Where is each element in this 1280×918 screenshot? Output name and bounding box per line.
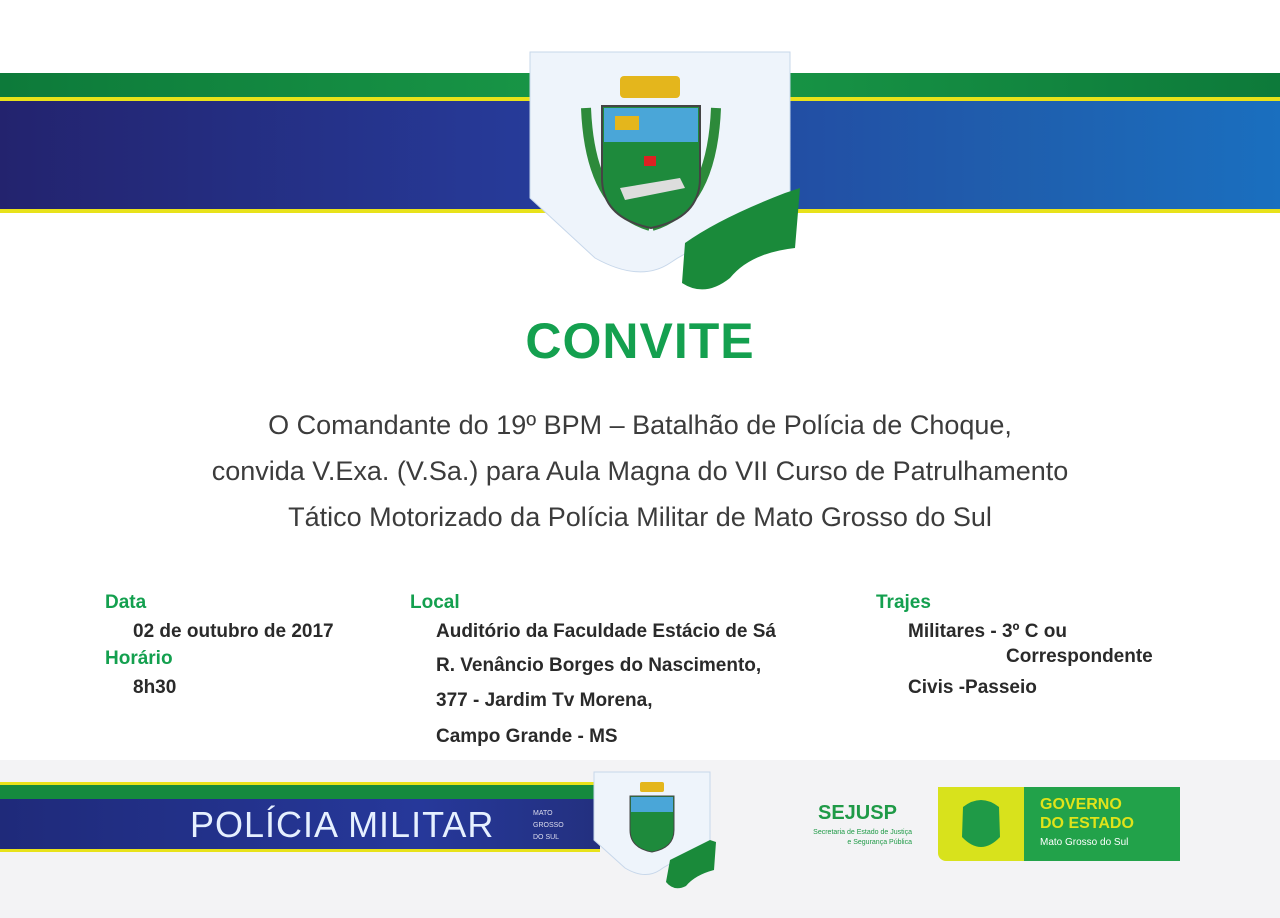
message-line: O Comandante do 19º BPM – Batalhão de Polícia de Choque, [268, 410, 1012, 440]
location-line: R. Venâncio Borges do Nascimento, [436, 655, 762, 676]
attire-label: Trajes [876, 592, 931, 613]
date-label: Data [105, 592, 147, 613]
location-line: Campo Grande - MS [436, 726, 618, 747]
brand-subtitle: MATO GROSSO DO SUL [533, 810, 564, 841]
attire-line: Correspondente [1006, 646, 1153, 667]
footer [0, 760, 1280, 918]
governo-logo: GOVERNO DO ESTADO Mato Grosso do Sul [938, 787, 1180, 861]
policia-militar-brand: POLÍCIA MILITAR [190, 804, 495, 845]
attire-line: Militares - 3º C ou [908, 621, 1067, 642]
sejusp-subtitle: Secretaria de Estado de Justiça e Segurança Pública [813, 829, 912, 846]
pmms-crest-icon [520, 48, 810, 298]
message-line: convida V.Exa. (V.Sa.) para Aula Magna do VII Curso de Patrulhamento [211, 456, 1069, 486]
location-label: Local [410, 592, 460, 613]
attire-line: Civis -Passeio [908, 677, 1037, 698]
invitation-title: CONVITE [525, 313, 755, 369]
state-emblem-icon [938, 787, 1024, 861]
location-line: 377 - Jardim Tv Morena, [436, 690, 653, 711]
time-label: Horário [105, 648, 173, 669]
message-line: Tático Motorizado da Polícia Militar de Mato Grosso do Sul [288, 502, 992, 532]
date-value: 02 de outubro de 2017 [133, 621, 334, 642]
pmms-crest-small-icon [590, 770, 720, 892]
sejusp-logo: SEJUSP [818, 802, 897, 824]
invitation-message [0, 402, 1280, 540]
location-line: Auditório da Faculdade Estácio de Sá [436, 621, 776, 642]
time-value: 8h30 [133, 677, 177, 698]
